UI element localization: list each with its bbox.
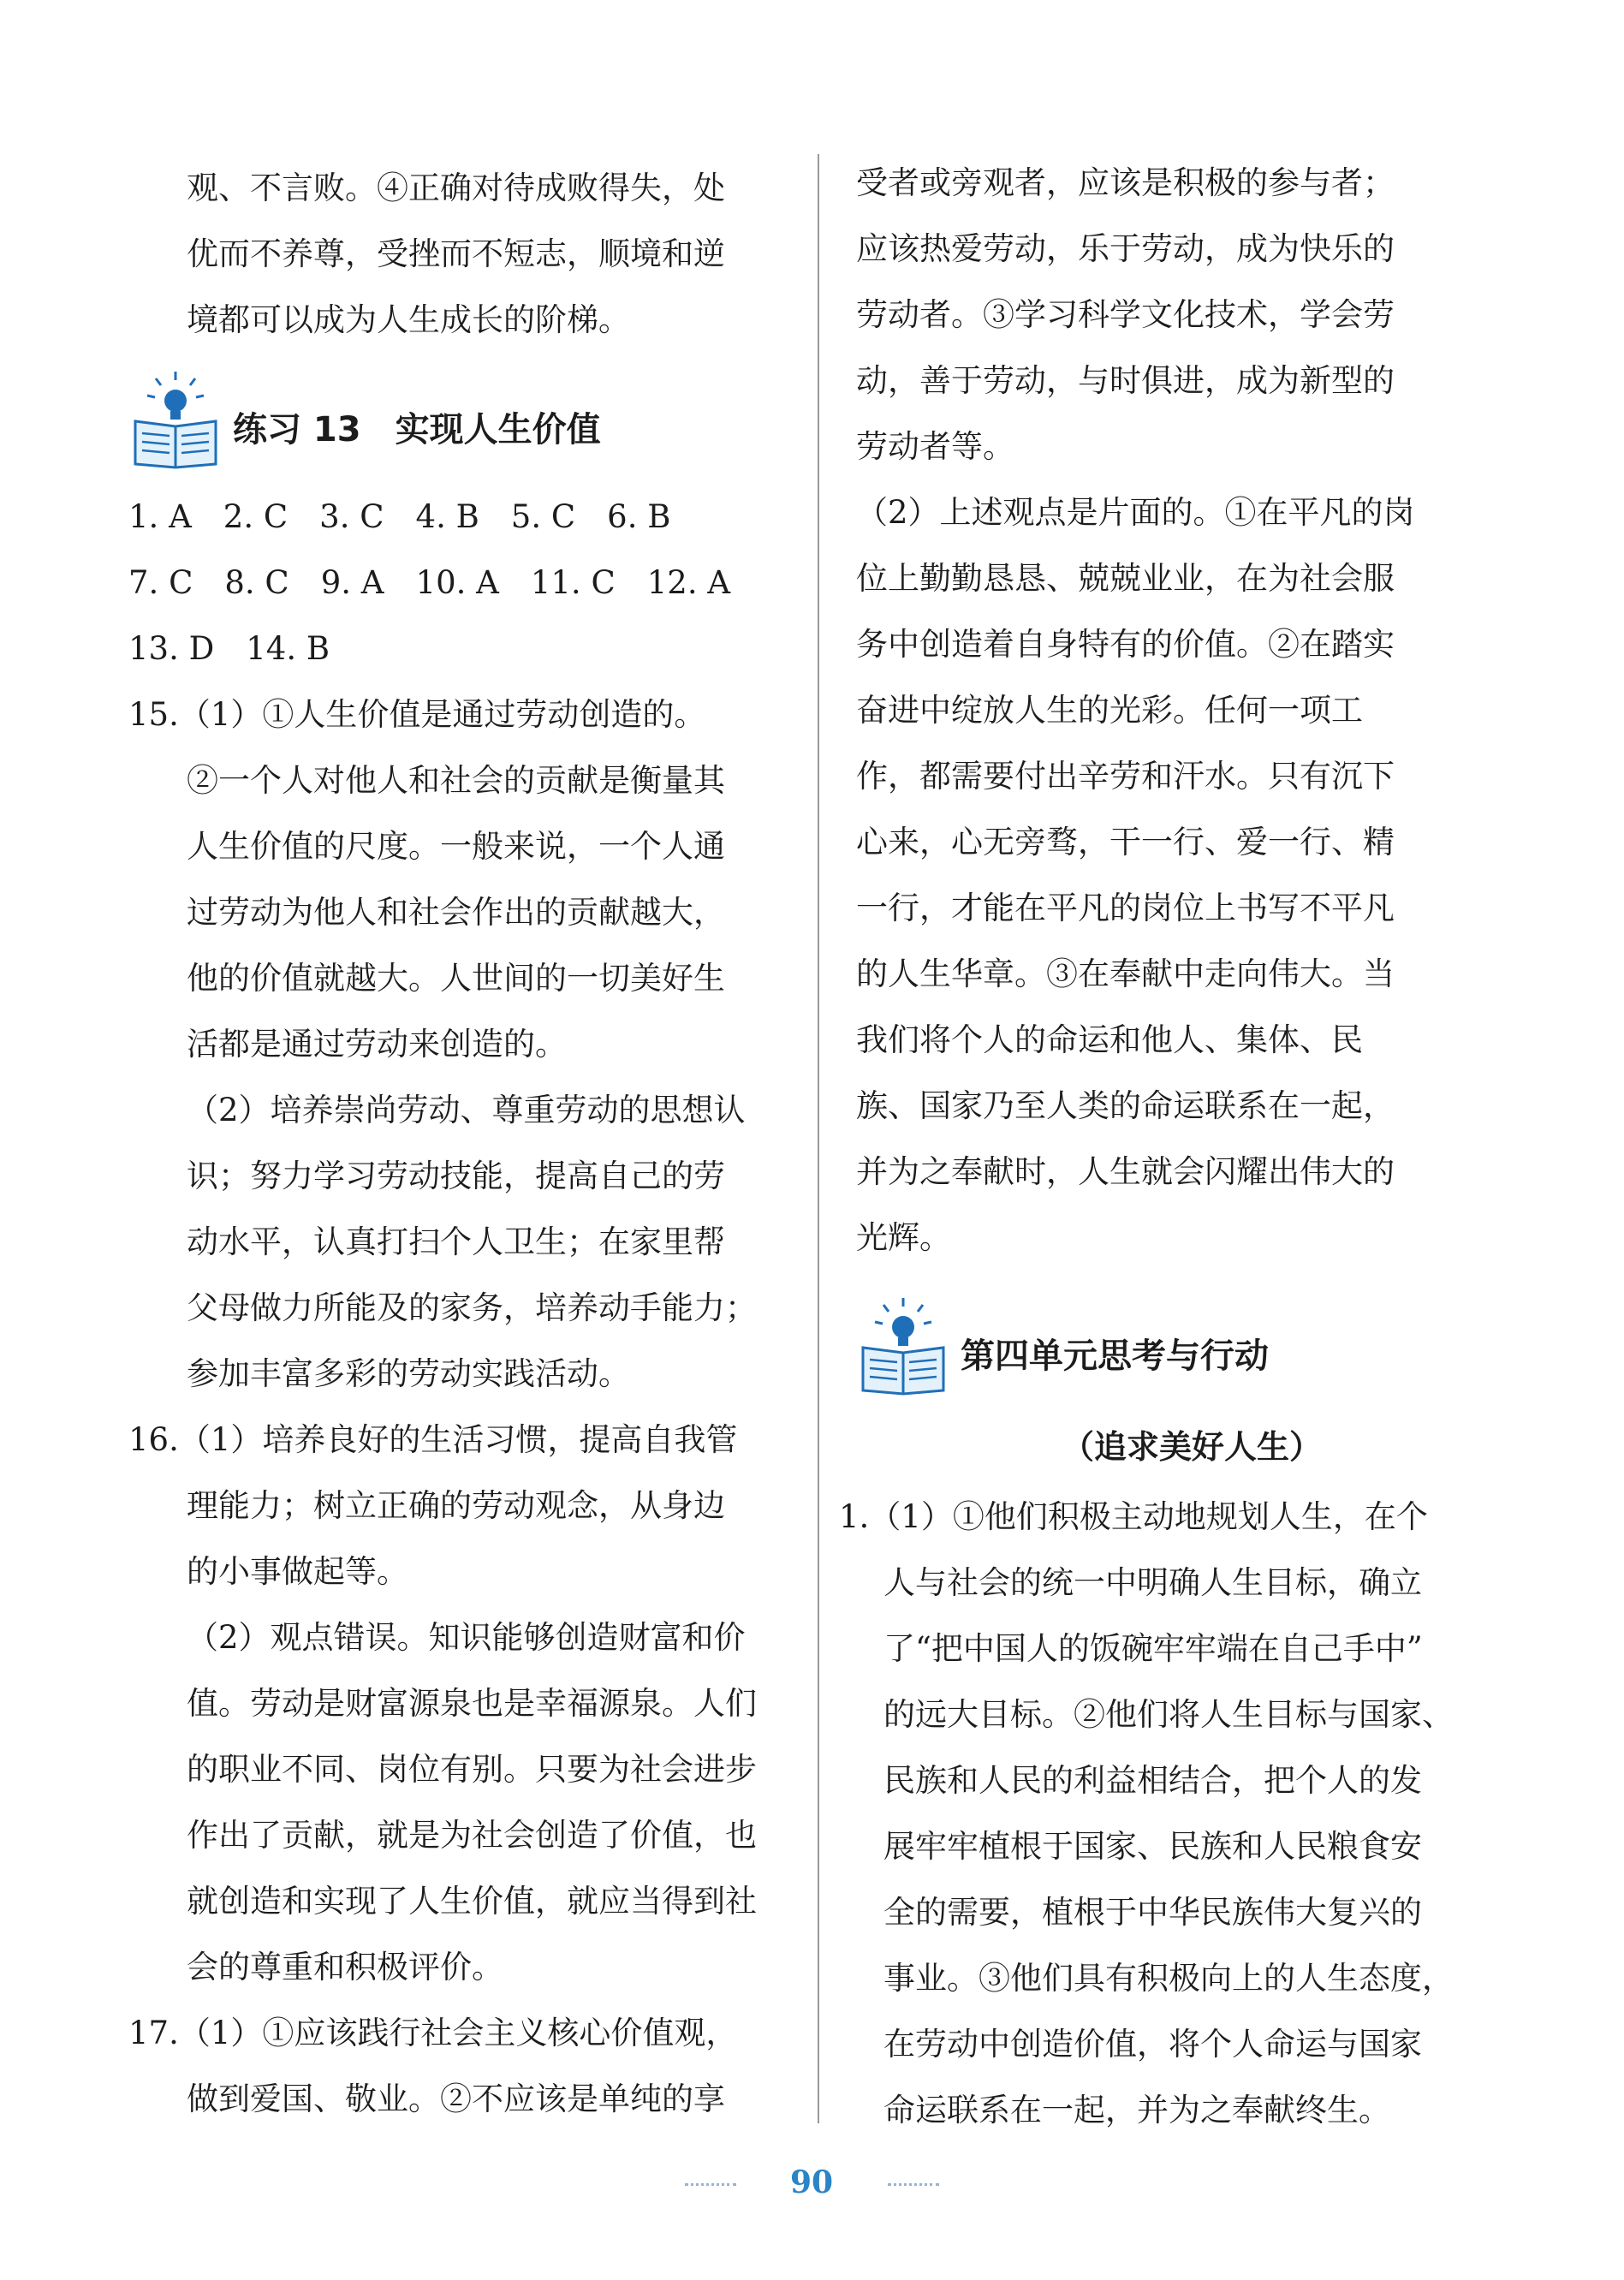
question-1-line: 事业。③他们具有积极向上的人生态度，	[883, 1960, 1454, 1997]
section-subheading: （追求美好人生）	[1062, 1428, 1323, 1466]
text-line: 并为之奉献时，人生就会闪耀出伟大的	[856, 1153, 1395, 1190]
text-line: 境都可以成为人生成长的阶梯。	[187, 301, 630, 338]
question-1-line: 命运联系在一起，并为之奉献终生。	[883, 2092, 1390, 2128]
question-1-line: 的远大目标。②他们将人生目标与国家、	[883, 1696, 1454, 1733]
question-15-line: 他的价值就越大。人世间的一切美好生	[187, 960, 725, 997]
footer-dots-right	[888, 2183, 939, 2186]
question-17-line: 做到爱国、敬业。②不应该是单纯的享	[187, 2081, 725, 2117]
question-16-line: 会的尊重和积极评价。	[187, 1949, 503, 1985]
question-1-line: 全的需要，植根于中华民族伟大复兴的	[883, 1894, 1422, 1931]
text-line: 族、国家乃至人类的命运联系在一起，	[856, 1087, 1395, 1124]
lightbulb-book-icon	[128, 368, 223, 471]
text-line: 我们将个人的命运和他人、集体、民	[856, 1021, 1363, 1058]
question-16-line: 值。劳动是财富源泉也是幸福源泉。人们	[187, 1685, 757, 1722]
question-16-line: （2）观点错误。知识能够创造财富和价	[187, 1619, 746, 1656]
question-16-line: 理能力；树立正确的劳动观念，从身边	[187, 1487, 725, 1524]
text-line: 观、不言败。④正确对待成败得失，处	[187, 170, 725, 206]
text-line: 位上勤勤恳恳、兢兢业业，在为社会服	[856, 560, 1395, 597]
question-16-line: 的小事做起等。	[187, 1553, 408, 1590]
text-line: （2）上述观点是片面的。①在平凡的岗	[856, 494, 1415, 531]
text-line: 应该热爱劳动，乐于劳动，成为快乐的	[856, 230, 1395, 267]
question-15-line: 识；努力学习劳动技能，提高自己的劳	[187, 1158, 725, 1194]
text-line: 一行，才能在平凡的岗位上书写不平凡	[856, 890, 1395, 926]
text-line: 优而不养尊，受挫而不短志，顺境和逆	[187, 235, 725, 272]
question-15-line: 活都是通过劳动来创造的。	[187, 1026, 567, 1063]
page-footer	[0, 2158, 1624, 2209]
question-15-line: 父母做力所能及的家务，培养动手能力；	[187, 1289, 757, 1326]
lightbulb-book-icon	[856, 1295, 950, 1397]
question-15-line: 参加丰富多彩的劳动实践活动。	[187, 1355, 630, 1392]
question-1-line: 展牢牢植根于国家、民族和人民粮食安	[883, 1828, 1422, 1865]
question-16-line: 的职业不同、岗位有别。只要为社会进步	[187, 1751, 757, 1788]
page-number: 90	[789, 2164, 834, 2200]
answer-line: 1. A 2. C 3. C 4. B 5. C 6. B	[128, 498, 671, 535]
text-line: 务中创造着自身特有的价值。②在踏实	[856, 626, 1395, 663]
question-15-line: 过劳动为他人和社会作出的贡献越大，	[187, 894, 725, 931]
text-line: 劳动者等。	[856, 428, 1014, 465]
section-heading-text: 第四单元思考与行动	[961, 1336, 1269, 1376]
question-15-line: ②一个人对他人和社会的贡献是衡量其	[187, 762, 725, 799]
question-16-line: 作出了贡献，就是为社会创造了价值，也	[187, 1817, 757, 1854]
question-1-line: 在劳动中创造价值，将个人命运与国家	[883, 2026, 1422, 2063]
text-line: 作，都需要付出辛劳和汗水。只有沉下	[856, 758, 1395, 795]
text-line: 受者或旁观者，应该是积极的参与者；	[856, 164, 1395, 201]
question-1-line: 民族和人民的利益相结合，把个人的发	[883, 1762, 1422, 1799]
text-line: 心来，心无旁骛，干一行、爱一行、精	[856, 824, 1395, 860]
question-15-line: 动水平，认真打扫个人卫生；在家里帮	[187, 1223, 725, 1260]
text-line: 动，善于劳动，与时俱进，成为新型的	[856, 362, 1395, 399]
column-divider	[818, 154, 819, 2123]
question-1-line: 1.（1）①他们积极主动地规划人生，在个	[839, 1498, 1428, 1535]
footer-dots-left	[685, 2183, 736, 2186]
question-16-line: 16.（1）培养良好的生活习惯，提高自我管	[128, 1421, 738, 1458]
question-1-line: 了“把中国人的饭碗牢牢端在自己手中”	[883, 1630, 1423, 1667]
question-15-line: （2）培养崇尚劳动、尊重劳动的思想认	[187, 1092, 746, 1128]
answer-line: 7. C 8. C 9. A 10. A 11. C 12. A	[128, 564, 731, 601]
section-heading-text: 练习 13 实现人生价值	[233, 410, 601, 449]
question-16-line: 就创造和实现了人生价值，就应当得到社	[187, 1883, 757, 1920]
question-17-line: 17.（1）①应该践行社会主义核心价值观，	[128, 2015, 738, 2051]
text-line: 劳动者。③学习科学文化技术，学会劳	[856, 296, 1395, 333]
question-15-line: 15.（1）①人生价值是通过劳动创造的。	[128, 696, 706, 733]
text-line: 奋进中绽放人生的光彩。任何一项工	[856, 692, 1363, 729]
question-1-line: 人与社会的统一中明确人生目标，确立	[883, 1564, 1422, 1601]
text-line: 光辉。	[856, 1219, 951, 1256]
answer-line: 13. D 14. B	[128, 630, 330, 667]
question-15-line: 人生价值的尺度。一般来说，一个人通	[187, 828, 725, 865]
text-line: 的人生华章。③在奉献中走向伟大。当	[856, 955, 1395, 992]
